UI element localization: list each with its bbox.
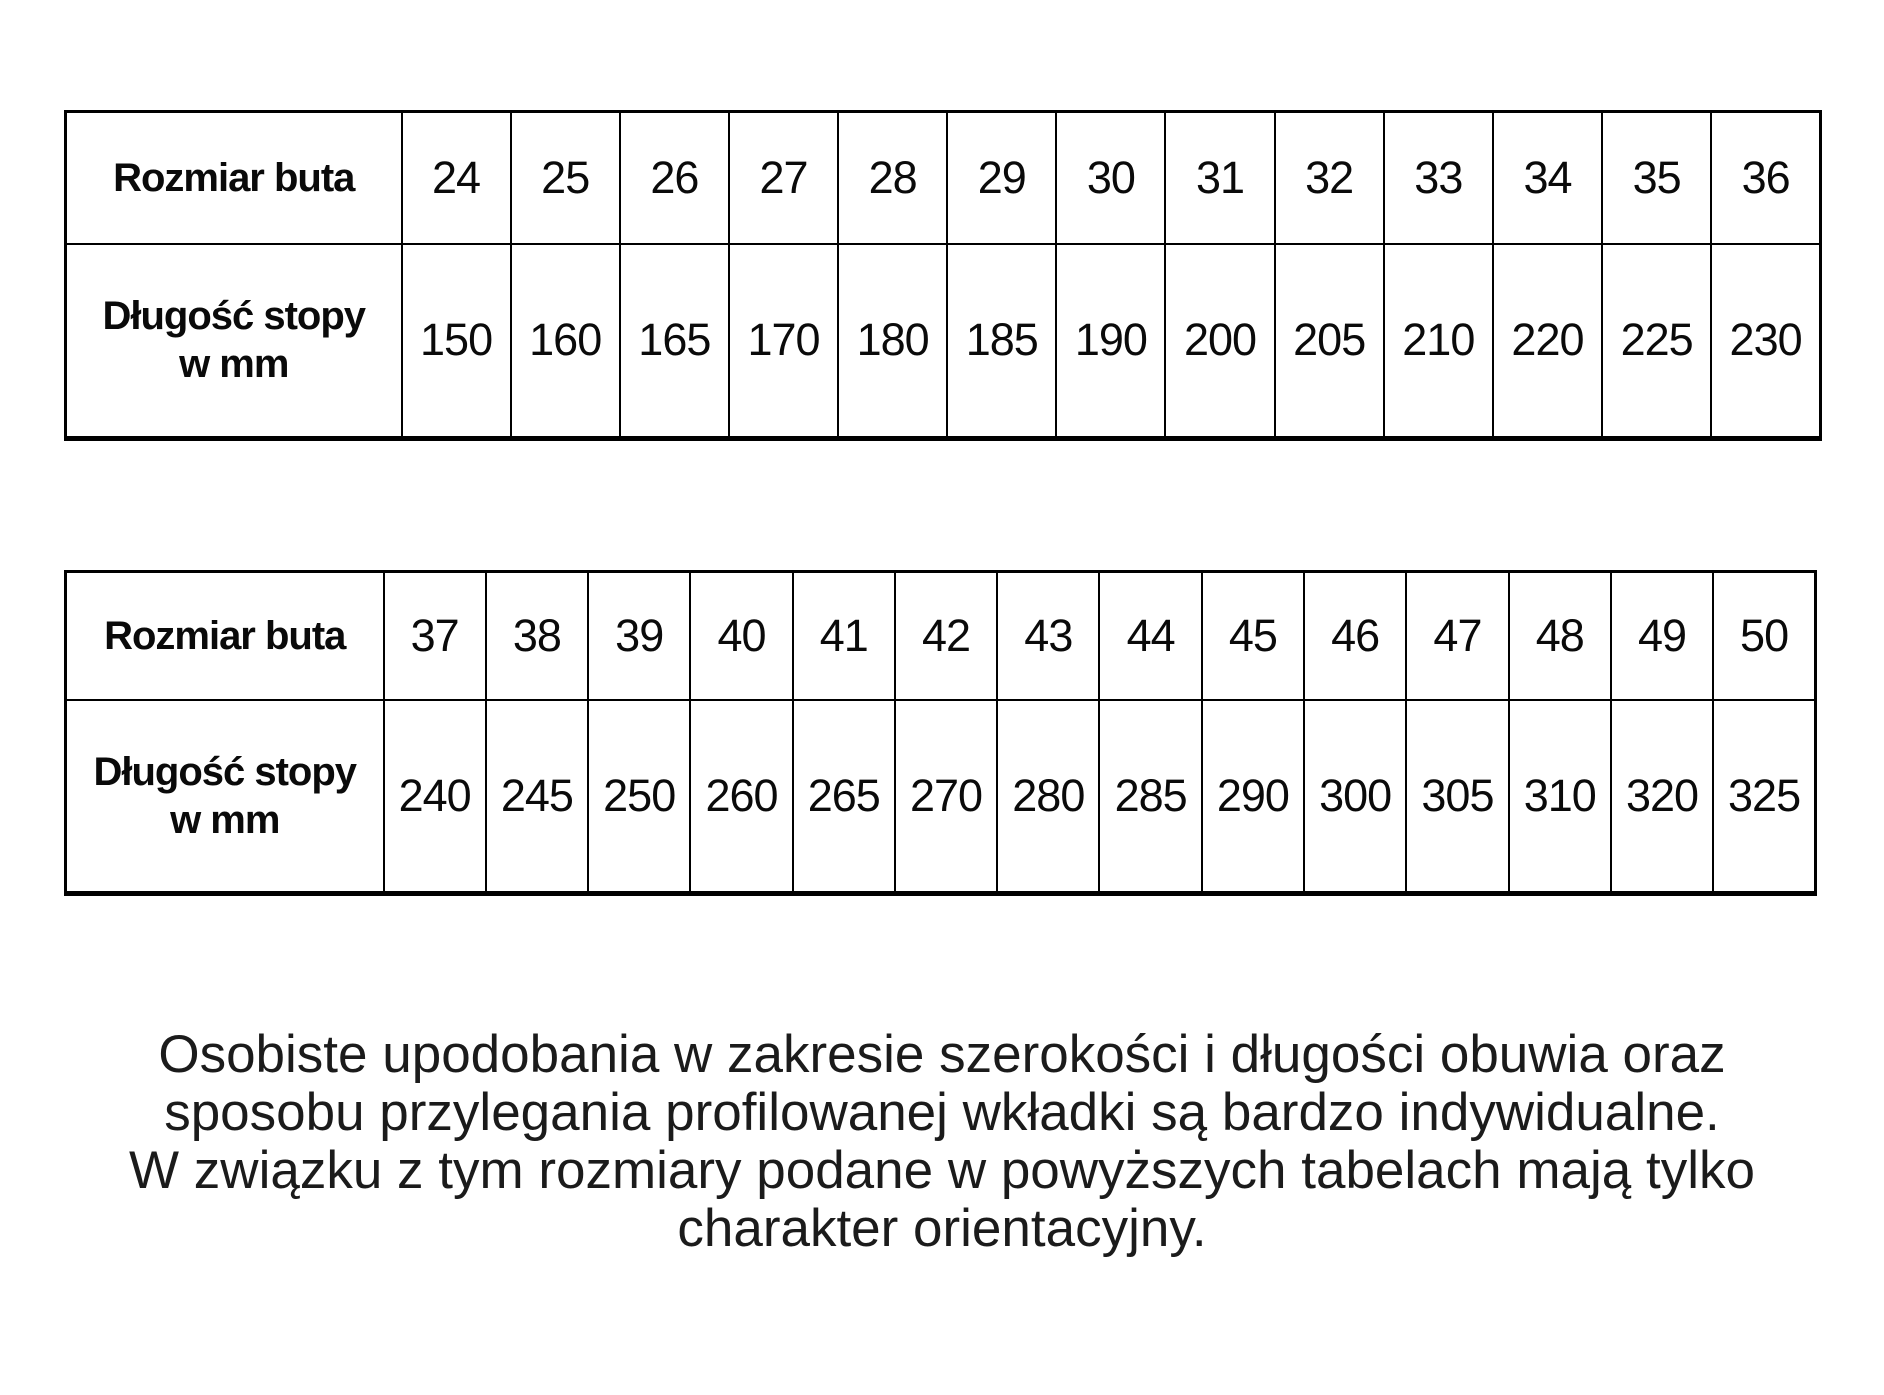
size-cell: 42 [895, 572, 997, 700]
length-cell: 220 [1493, 244, 1602, 439]
size-cell: 49 [1611, 572, 1713, 700]
length-cell: 310 [1509, 700, 1611, 894]
length-cell: 170 [729, 244, 838, 439]
size-cell: 35 [1602, 112, 1711, 244]
size-table-small [64, 110, 1822, 441]
size-cell: 33 [1384, 112, 1493, 244]
row-label-length-line1: Długość stopy [93, 749, 357, 794]
size-cell: 41 [793, 572, 895, 700]
length-cell: 230 [1711, 244, 1820, 439]
length-cell: 200 [1165, 244, 1274, 439]
size-cell: 30 [1056, 112, 1165, 244]
length-cell: 285 [1099, 700, 1201, 894]
size-cell: 26 [620, 112, 729, 244]
length-cell: 225 [1602, 244, 1711, 439]
size-cell: 29 [947, 112, 1056, 244]
size-cell: 44 [1099, 572, 1201, 700]
size-cell: 45 [1202, 572, 1304, 700]
disclaimer-line: W związku z tym rozmiary podane w powyższych tabelach mają tylko [129, 1141, 1755, 1200]
length-row [66, 244, 1821, 439]
length-cell: 185 [947, 244, 1056, 439]
length-cell: 320 [1611, 700, 1713, 894]
size-table-large [64, 570, 1817, 896]
length-cell: 160 [511, 244, 620, 439]
length-cell: 210 [1384, 244, 1493, 439]
length-cell: 165 [620, 244, 729, 439]
length-row [66, 700, 1816, 894]
length-cell: 325 [1713, 700, 1815, 894]
length-cell: 250 [588, 700, 690, 894]
row-label-length-line2: w mm [179, 342, 289, 387]
size-row [66, 112, 1821, 244]
length-cell: 265 [793, 700, 895, 894]
size-cell: 50 [1713, 572, 1815, 700]
disclaimer-line: sposobu przylegania profilowanej wkładki są bardzo indywidualne. [164, 1083, 1720, 1142]
length-cell: 240 [384, 700, 486, 894]
disclaimer-line: charakter orientacyjny. [677, 1199, 1207, 1258]
disclaimer-text [0, 1026, 1884, 1258]
length-cell: 260 [690, 700, 792, 894]
length-cell: 205 [1275, 244, 1384, 439]
size-cell: 48 [1509, 572, 1611, 700]
size-cell: 25 [511, 112, 620, 244]
row-label-length [66, 244, 402, 439]
row-label-size: Rozmiar buta [66, 572, 384, 700]
size-cell: 43 [997, 572, 1099, 700]
size-cell: 32 [1275, 112, 1384, 244]
size-cell: 39 [588, 572, 690, 700]
row-label-size: Rozmiar buta [66, 112, 402, 244]
length-cell: 180 [838, 244, 947, 439]
size-cell: 24 [402, 112, 511, 244]
size-cell: 31 [1165, 112, 1274, 244]
row-label-length-line2: w mm [170, 797, 280, 842]
size-row [66, 572, 1816, 700]
size-cell: 46 [1304, 572, 1406, 700]
size-cell: 40 [690, 572, 792, 700]
length-cell: 245 [486, 700, 588, 894]
size-cell: 28 [838, 112, 947, 244]
size-cell: 38 [486, 572, 588, 700]
length-cell: 300 [1304, 700, 1406, 894]
row-label-length-line1: Długość stopy [102, 294, 366, 339]
size-cell: 36 [1711, 112, 1820, 244]
size-cell: 27 [729, 112, 838, 244]
length-cell: 190 [1056, 244, 1165, 439]
length-cell: 280 [997, 700, 1099, 894]
row-label-length [66, 700, 384, 894]
length-cell: 305 [1406, 700, 1508, 894]
disclaimer-line: Osobiste upodobania w zakresie szerokości i długości obuwia oraz [158, 1025, 1726, 1084]
size-cell: 47 [1406, 572, 1508, 700]
length-cell: 150 [402, 244, 511, 439]
length-cell: 270 [895, 700, 997, 894]
size-cell: 37 [384, 572, 486, 700]
length-cell: 290 [1202, 700, 1304, 894]
size-cell: 34 [1493, 112, 1602, 244]
